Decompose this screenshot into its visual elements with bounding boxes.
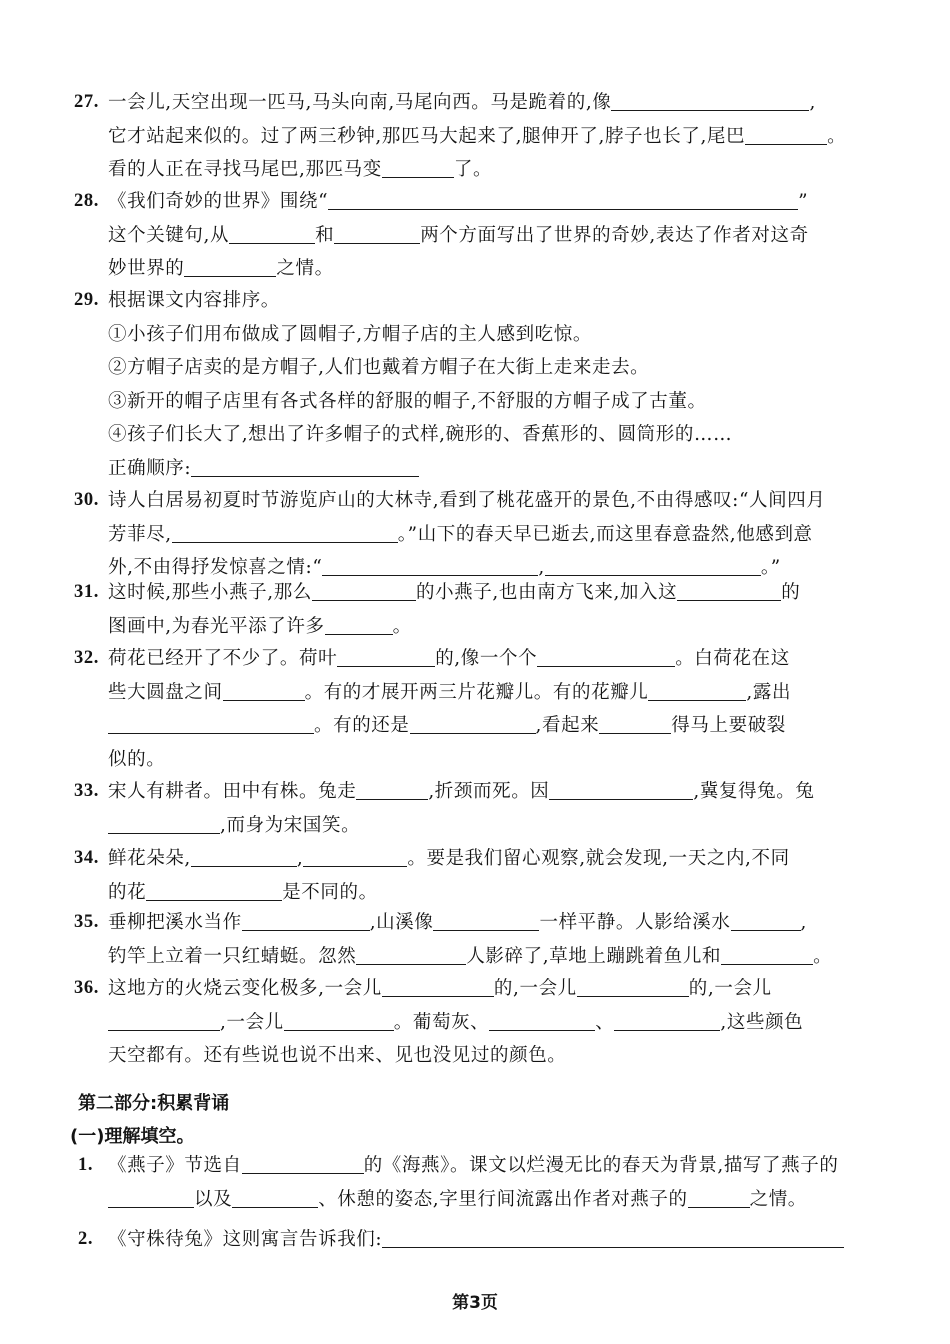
blank[interactable] [328,190,798,210]
question-number: 31. [74,582,99,602]
list-item: ③新开的帽子店里有各式各样的舒服的帽子,不舒服的方帽子成了古董。 [108,390,707,412]
blank[interactable] [489,1010,595,1030]
blank[interactable] [242,1154,364,1174]
list-item: ④孩子们长大了,想出了许多帽子的式样,碗形的、香蕉形的、圆筒形的…… [108,424,733,445]
question-number: 33. [74,781,99,801]
blank[interactable] [303,847,407,867]
question-28: 28. 《我们奇妙的世界》围绕“ ” 这个关键句,从 和 两个方面写出了世界的奇妙,表达了作者对这奇 妙世界的 之情。 [74,185,864,286]
blank[interactable] [549,780,693,800]
question-number: 30. [74,490,99,510]
blank[interactable] [537,647,675,667]
question-29: 29. 根据课文内容排序。 ①小孩子们用布做成了圆帽子,方帽子店的主人感到吃惊。 ②方帽子店卖的是方帽子,人们也戴着方帽子在大街上走来走去。 ③新开的帽子店里有各式各样的舒服的帽子,不舒服的方帽子成了古董。 ④孩子们长大了,想出了许多帽子的式样,碗形的、香蕉形的、圆筒形的…… 正确顺序: [74,284,864,485]
blank[interactable] [356,780,428,800]
blank[interactable] [108,1187,194,1207]
question-30: 30. 诗人白居易初夏时节游览庐山的大林寺,看到了桃花盛开的景色,不由得感叹:“人间四月 芳菲尽, 。”山下的春天早已逝去,而这里春意盎然,他感到意 外,不由得抒发惊喜之情:“ , 。” [74,484,864,585]
question-34: 34. 鲜花朵朵, , 。要是我们留心观察,就会发现,一天之内,不同 的花 是不同的。 [74,842,864,909]
fill-item-2: 2. 《守株待兔》这则寓言告诉我们: [78,1223,868,1257]
blank[interactable] [184,257,276,277]
blank[interactable] [688,1187,750,1207]
blank[interactable] [614,1010,720,1030]
answer-blank[interactable] [382,1228,844,1248]
answer-blank[interactable] [191,456,419,476]
blank[interactable] [108,1010,220,1030]
blank[interactable] [334,223,420,243]
question-number: 32. [74,648,99,668]
blank[interactable] [677,581,781,601]
blank[interactable] [325,614,393,634]
list-item: ①小孩子们用布做成了圆帽子,方帽子店的主人感到吃惊。 [108,323,592,345]
question-number: 34. [74,848,99,868]
question-27: 27. 一会儿,天空出现一匹马,马头向南,马尾向西。马是跪着的,像 , 它才站起来似的。过了两三秒钟,那匹马大起来了,腿伸开了,脖子也长了,尾巴 。 看的人正在寻找马尾巴,那匹马变 了。 [74,86,864,187]
blank[interactable] [731,911,801,931]
question-number: 27. [74,92,99,112]
question-35: 35. 垂柳把溪水当作 ,山溪像 一样平静。人影给溪水 , 钓竿上立着一只红蜻蜓。忽然 人影碎了,草地上蹦跳着鱼儿和 。 [74,906,864,973]
blank[interactable] [599,714,671,734]
blank[interactable] [356,944,466,964]
question-number: 36. [74,978,99,998]
question-33: 33. 宋人有耕者。田中有株。兔走 ,折颈而死。因 ,冀复得兔。兔 ,而身为宋国笑。 [74,775,864,842]
subsection-title: (一)理解填空。 [70,1126,195,1147]
blank[interactable] [232,1187,318,1207]
section-title: 第二部分:积累背诵 [78,1093,230,1114]
question-36: 36. 这地方的火烧云变化极多,一会儿 的,一会儿 的,一会儿 ,一会儿 。葡萄灰、 、 ,这些颜色 天空都有。还有些说也说不出来、见也没见过的颜色。 [74,972,864,1073]
blank[interactable] [312,581,416,601]
question-number: 35. [74,912,99,932]
blank[interactable] [172,522,398,542]
question-number: 28. [74,191,99,211]
question-31: 31. 这时候,那些小燕子,那么 的小燕子,也由南方飞来,加入这 的 图画中,为春光平添了许多 。 [74,576,864,643]
blank[interactable] [322,556,538,576]
blank[interactable] [648,680,746,700]
blank[interactable] [191,847,297,867]
blank[interactable] [577,977,689,997]
question-number: 29. [74,290,99,310]
blank[interactable] [284,1010,394,1030]
blank[interactable] [721,944,813,964]
blank[interactable] [382,977,494,997]
blank[interactable] [337,647,435,667]
blank[interactable] [229,223,315,243]
list-item: ②方帽子店卖的是方帽子,人们也戴着方帽子在大街上走来走去。 [108,357,650,378]
fill-item-1: 1. 《燕子》节选自 的《海燕》。课文以烂漫无比的春天为背景,描写了燕子的 以及 、休憩的姿态,字里行间流露出作者对燕子的 之情。 [78,1149,868,1216]
question-32: 32. 荷花已经开了不少了。荷叶 的,像一个个 。白荷花在这 些大圆盘之间 。有的才展开两三片花瓣儿。有的花瓣儿 ,露出 。有的还是 ,看起来 得马上要破裂 似的。 [74,642,864,776]
blank[interactable] [745,124,827,144]
blank[interactable] [223,680,305,700]
blank[interactable] [545,556,761,576]
blank[interactable] [108,813,220,833]
blank[interactable] [108,714,314,734]
blank[interactable] [146,880,282,900]
item-number: 1. [78,1155,94,1175]
blank[interactable] [410,714,536,734]
blank[interactable] [382,158,454,178]
page-number: 第3页 [452,1293,498,1313]
blank[interactable] [433,911,539,931]
blank[interactable] [242,911,370,931]
item-number: 2. [78,1229,94,1249]
blank[interactable] [611,91,809,111]
